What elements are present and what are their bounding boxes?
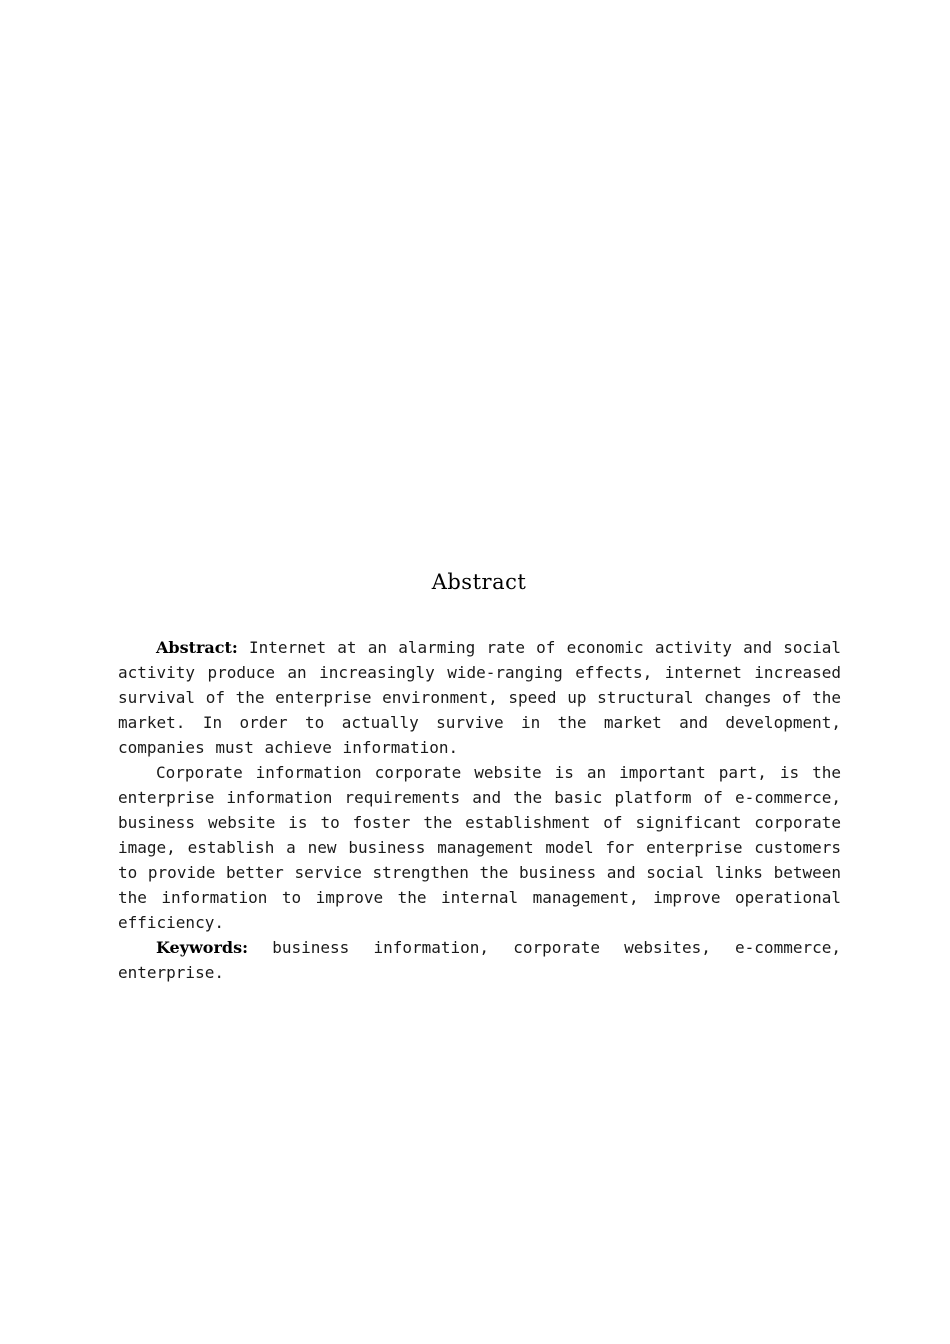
- abstract-paragraph-2-text: Corporate information corporate website is an important part, is the enterprise information requirements and the basic platform of e-commerce, business website is to foster the establishment of significant corporate image, establish a new business management model for enterprise customers to provide better service strengthen the business and social links between the information to improve the internal management, improve operational efficiency.: [118, 763, 841, 932]
- abstract-paragraph-2: [118, 760, 841, 935]
- abstract-label: Abstract:: [156, 638, 238, 657]
- keywords-text: business information, corporate websites, e-commerce, enterprise.: [118, 938, 841, 982]
- keywords-paragraph: [118, 935, 841, 985]
- abstract-body: [118, 635, 841, 985]
- abstract-paragraph-1: [118, 635, 841, 760]
- abstract-heading: Abstract: [431, 570, 527, 594]
- abstract-paragraph-1-text: Internet at an alarming rate of economic activity and social activity produce an increasingly wide-ranging effects, internet increased survival of the enterprise environment, speed up structural changes of the market. In order to actually survive in the market and development, companies must achieve information.: [118, 638, 841, 757]
- keywords-label: Keywords:: [156, 938, 249, 957]
